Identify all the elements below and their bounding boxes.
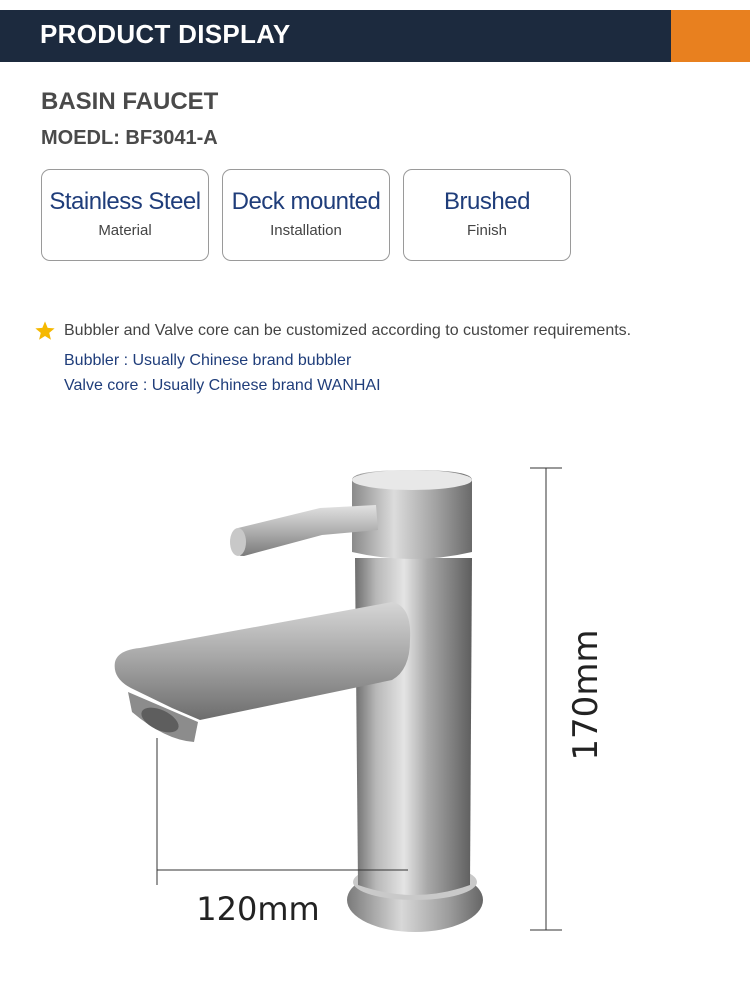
faucet-cap-top	[352, 470, 472, 490]
spec-value: Stainless Steel	[49, 188, 201, 215]
star-icon	[34, 320, 56, 342]
product-model: MOEDL: BF3041-A	[41, 127, 218, 149]
spec-value: Brushed	[444, 188, 530, 215]
spec-label: Installation	[270, 222, 342, 239]
product-name: BASIN FAUCET	[41, 88, 219, 115]
customization-note: Bubbler and Valve core can be customized according to customer requirements.	[64, 322, 632, 339]
spec-label: Material	[98, 222, 152, 239]
height-label: 170mm	[566, 629, 606, 761]
header-accent	[671, 10, 750, 62]
spec-label: Finish	[466, 222, 507, 239]
page-title: PRODUCT DISPLAY	[40, 19, 291, 49]
faucet-diagram	[100, 455, 620, 955]
spec-card-installation	[222, 169, 390, 261]
bubbler-note: Bubbler : Usually Chinese brand bubbler	[64, 352, 352, 369]
reach-label: 120mm	[196, 890, 320, 928]
spec-value: Deck mounted	[231, 188, 381, 215]
valve-core-note: Valve core : Usually Chinese brand WANHAI	[64, 377, 381, 394]
spec-card-material	[41, 169, 209, 261]
lever-tip	[230, 528, 246, 556]
spec-card-finish	[403, 169, 571, 261]
